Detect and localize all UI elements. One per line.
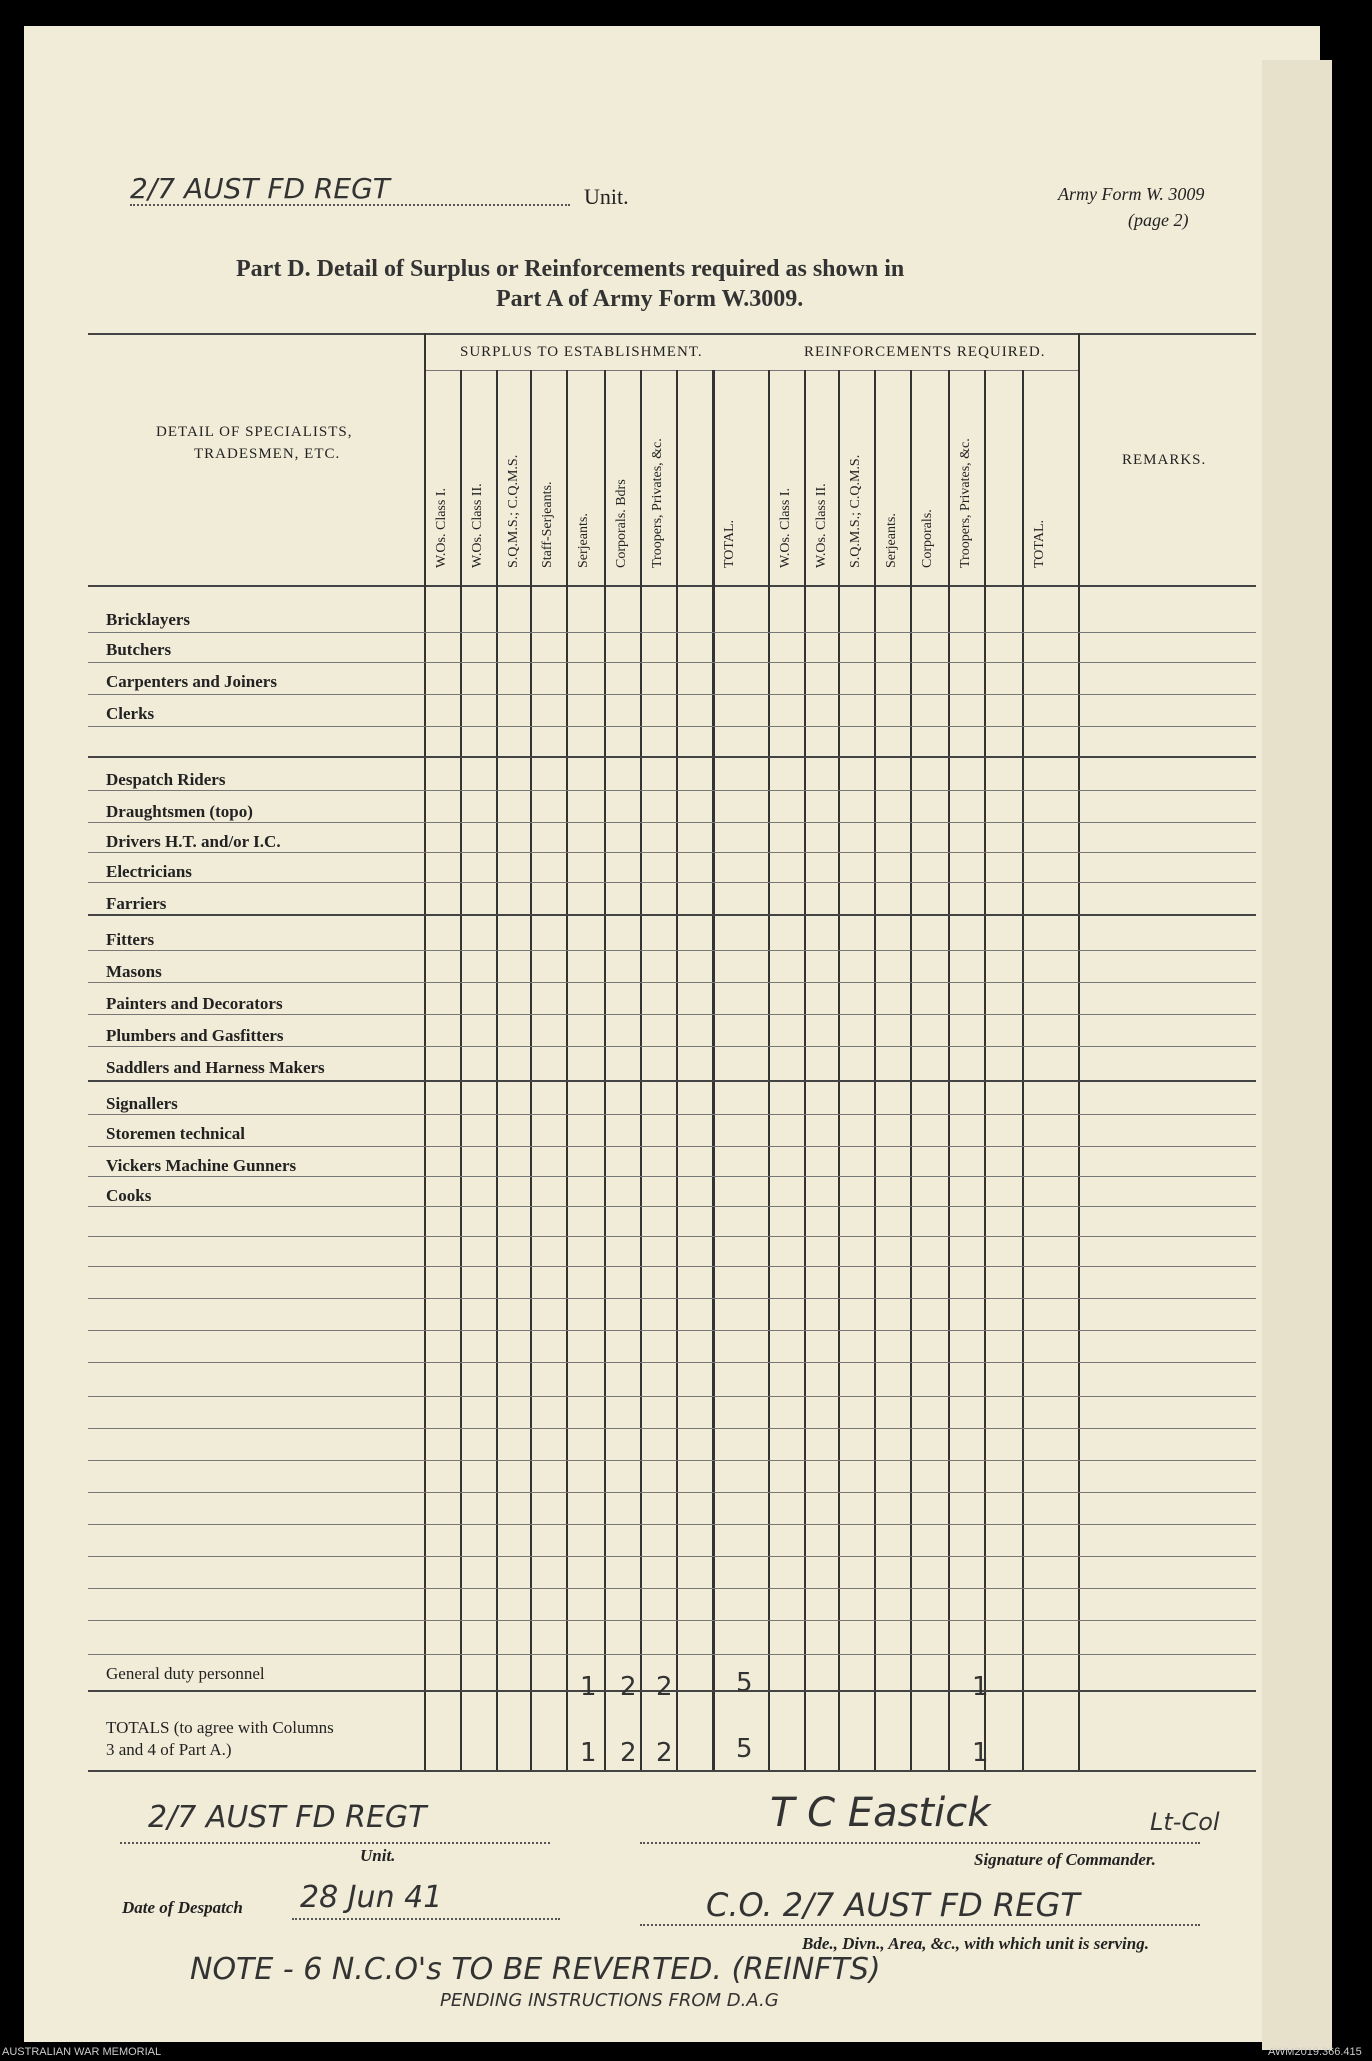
column-divider <box>768 370 770 1770</box>
reinforcements-header: REINFORCEMENTS REQUIRED. <box>804 344 1046 360</box>
row-divider <box>88 982 1256 983</box>
row-divider <box>88 1330 1256 1331</box>
row-divider <box>88 1620 1256 1621</box>
row-label-2: Carpenters and Joiners <box>106 672 277 691</box>
row-divider <box>88 1114 1256 1115</box>
commander-signature: T C Eastick <box>770 1790 991 1836</box>
row-label-8: Farriers <box>106 894 167 913</box>
row-divider <box>88 694 1256 695</box>
row-divider <box>88 1014 1256 1015</box>
reinf-col-header-0: W.Os. Class I. <box>778 488 793 568</box>
archive-right: AWM2019.366.415 <box>1268 2046 1362 2058</box>
row-divider <box>88 1046 1256 1047</box>
note-line2: PENDING INSTRUCTIONS FROM D.A.G <box>440 1990 779 2011</box>
row-label-0: Bricklayers <box>106 610 191 629</box>
detail-header-line2: TRADESMEN, ETC. <box>194 446 341 462</box>
row-divider <box>88 662 1256 663</box>
row-label-14: Signallers <box>106 1094 178 1113</box>
date-line <box>292 1918 560 1920</box>
co-handwritten: C.O. 2/7 AUST FD REGT <box>706 1886 1080 1924</box>
gd-corporals: 2 <box>620 1672 637 1702</box>
tot-reinf-privates: 1 <box>972 1738 989 1768</box>
row-label-7: Electricians <box>106 862 192 881</box>
row-label-3: Clerks <box>106 704 155 723</box>
row-label-10: Masons <box>106 962 162 981</box>
row-label-6: Drivers H.T. and/or I.C. <box>106 832 281 851</box>
remarks-header: REMARKS. <box>1122 452 1207 468</box>
reinf-col-header-5: Troopers, Privates, &c. <box>958 438 973 568</box>
row-divider <box>88 1524 1256 1525</box>
row-divider <box>88 1770 1256 1772</box>
row-divider <box>88 852 1256 853</box>
group-header-underline <box>424 370 1080 371</box>
gd-total: 5 <box>736 1668 753 1698</box>
column-divider <box>676 370 678 1770</box>
unit-dotted-line <box>130 204 570 206</box>
column-divider <box>948 370 950 1770</box>
row-divider <box>88 1460 1256 1461</box>
row-divider <box>88 756 1256 758</box>
detail-header-line1: DETAIL OF SPECIALISTS, <box>156 424 353 440</box>
row-divider <box>88 726 1256 727</box>
reinf-col-header-2: S.Q.M.S.; C.Q.M.S. <box>848 454 863 568</box>
surplus-col-header-3: Staff-Serjeants. <box>540 481 555 568</box>
tot-serjeants: 1 <box>580 1738 597 1768</box>
form-title-line2: Part A of Army Form W.3009. <box>496 286 804 312</box>
date-label: Date of Despatch <box>122 1898 243 1917</box>
row-label-16: Vickers Machine Gunners <box>106 1156 297 1175</box>
date-value: 28 Jun 41 <box>300 1880 443 1915</box>
row-divider <box>88 1556 1256 1557</box>
commander-rank: Lt-Col <box>1150 1808 1220 1836</box>
archive-left: AUSTRALIAN WAR MEMORIAL <box>2 2046 162 2058</box>
row-divider <box>88 1654 1256 1655</box>
signature-line <box>640 1842 1200 1844</box>
column-divider <box>604 370 606 1770</box>
footer-unit-label: Unit. <box>360 1846 396 1865</box>
row-divider <box>88 1362 1256 1363</box>
row-divider <box>88 790 1256 791</box>
gd-serjeants: 1 <box>580 1672 597 1702</box>
surplus-header: SURPLUS TO ESTABLISHMENT. <box>460 344 703 360</box>
surplus-col-header-6: Troopers, Privates, &c. <box>650 438 665 568</box>
row-divider <box>88 1080 1256 1082</box>
signature-label: Signature of Commander. <box>974 1850 1156 1869</box>
row-label-4: Despatch Riders <box>106 770 226 789</box>
footer-unit-line <box>120 1842 550 1844</box>
row-divider <box>88 1492 1256 1493</box>
row-label-17: Cooks <box>106 1186 152 1205</box>
row-divider <box>88 1236 1256 1237</box>
row-label-12: Plumbers and Gasfitters <box>106 1026 284 1045</box>
row-divider <box>88 1396 1256 1397</box>
row-divider <box>88 1176 1256 1177</box>
unit-handwritten: 2/7 AUST FD REGT <box>130 172 390 205</box>
column-divider <box>640 370 642 1770</box>
form-name: Army Form W. 3009 <box>1058 184 1205 204</box>
totals-label-line1: TOTALS (to agree with Columns <box>106 1718 334 1737</box>
column-divider <box>910 370 912 1770</box>
surplus-col-header-5: Corporals. Bdrs <box>614 479 629 568</box>
form-title-line1: Part D. Detail of Surplus or Reinforcements required as shown in <box>236 256 905 282</box>
row-label-1: Butchers <box>106 640 172 659</box>
unit-label: Unit. <box>584 184 629 209</box>
tot-privates: 2 <box>656 1738 673 1768</box>
row-divider <box>88 882 1256 883</box>
column-divider <box>1022 370 1024 1770</box>
surplus-col-header-2: S.Q.M.S.; C.Q.M.S. <box>506 454 521 568</box>
reinf-col-header-1: W.Os. Class II. <box>814 483 829 568</box>
bde-line <box>640 1924 1200 1926</box>
column-divider <box>566 370 568 1770</box>
column-divider <box>1078 333 1080 1770</box>
row-divider <box>88 632 1256 633</box>
tot-corporals: 2 <box>620 1738 637 1768</box>
column-divider <box>874 370 876 1770</box>
paper-edge <box>1262 60 1332 2050</box>
surplus-col-header-0: W.Os. Class I. <box>434 488 449 568</box>
row-divider <box>88 1298 1256 1299</box>
surplus-col-header-1: W.Os. Class II. <box>470 483 485 568</box>
row-divider <box>88 1146 1256 1147</box>
tot-total: 5 <box>736 1734 753 1764</box>
row-divider <box>88 1266 1256 1267</box>
column-divider <box>712 370 715 1770</box>
row-divider <box>88 1428 1256 1429</box>
gd-reinf-privates: 1 <box>972 1672 989 1702</box>
surplus-col-header-4: Serjeants. <box>576 513 591 568</box>
reinf-col-header-7: TOTAL. <box>1032 519 1047 568</box>
row-label-9: Fitters <box>106 930 155 949</box>
row-label-5: Draughtsmen (topo) <box>106 802 253 821</box>
footer-unit-handwritten: 2/7 AUST FD REGT <box>148 1800 427 1835</box>
column-divider <box>460 370 462 1770</box>
row-divider <box>88 914 1256 916</box>
column-divider <box>838 370 840 1770</box>
surplus-col-header-8: TOTAL. <box>722 519 737 568</box>
row-divider <box>88 822 1256 823</box>
row-divider <box>88 1206 1256 1207</box>
totals-label-line2: 3 and 4 of Part A.) <box>106 1740 232 1759</box>
row-label-15: Storemen technical <box>106 1124 245 1143</box>
table-top-border <box>88 333 1256 335</box>
row-label-13: Saddlers and Harness Makers <box>106 1058 325 1077</box>
column-divider <box>804 370 806 1770</box>
row-divider <box>88 950 1256 951</box>
reinf-col-header-4: Corporals. <box>920 509 935 568</box>
header-bottom-border <box>88 585 1256 587</box>
note-line1: NOTE - 6 N.C.O's TO BE REVERTED. (REINFTS) <box>190 1952 881 1987</box>
column-divider <box>984 370 986 1770</box>
column-divider <box>496 370 498 1770</box>
gd-privates: 2 <box>656 1672 673 1702</box>
general-duty-label: General duty personnel <box>106 1664 265 1683</box>
bde-label: Bde., Divn., Area, &c., with which unit is serving. <box>802 1934 1149 1953</box>
reinf-col-header-3: Serjeants. <box>884 513 899 568</box>
row-label-11: Painters and Decorators <box>106 994 283 1013</box>
column-divider <box>530 370 532 1770</box>
column-divider <box>424 333 426 1770</box>
row-divider <box>88 1588 1256 1589</box>
page-note: (page 2) <box>1128 210 1189 230</box>
